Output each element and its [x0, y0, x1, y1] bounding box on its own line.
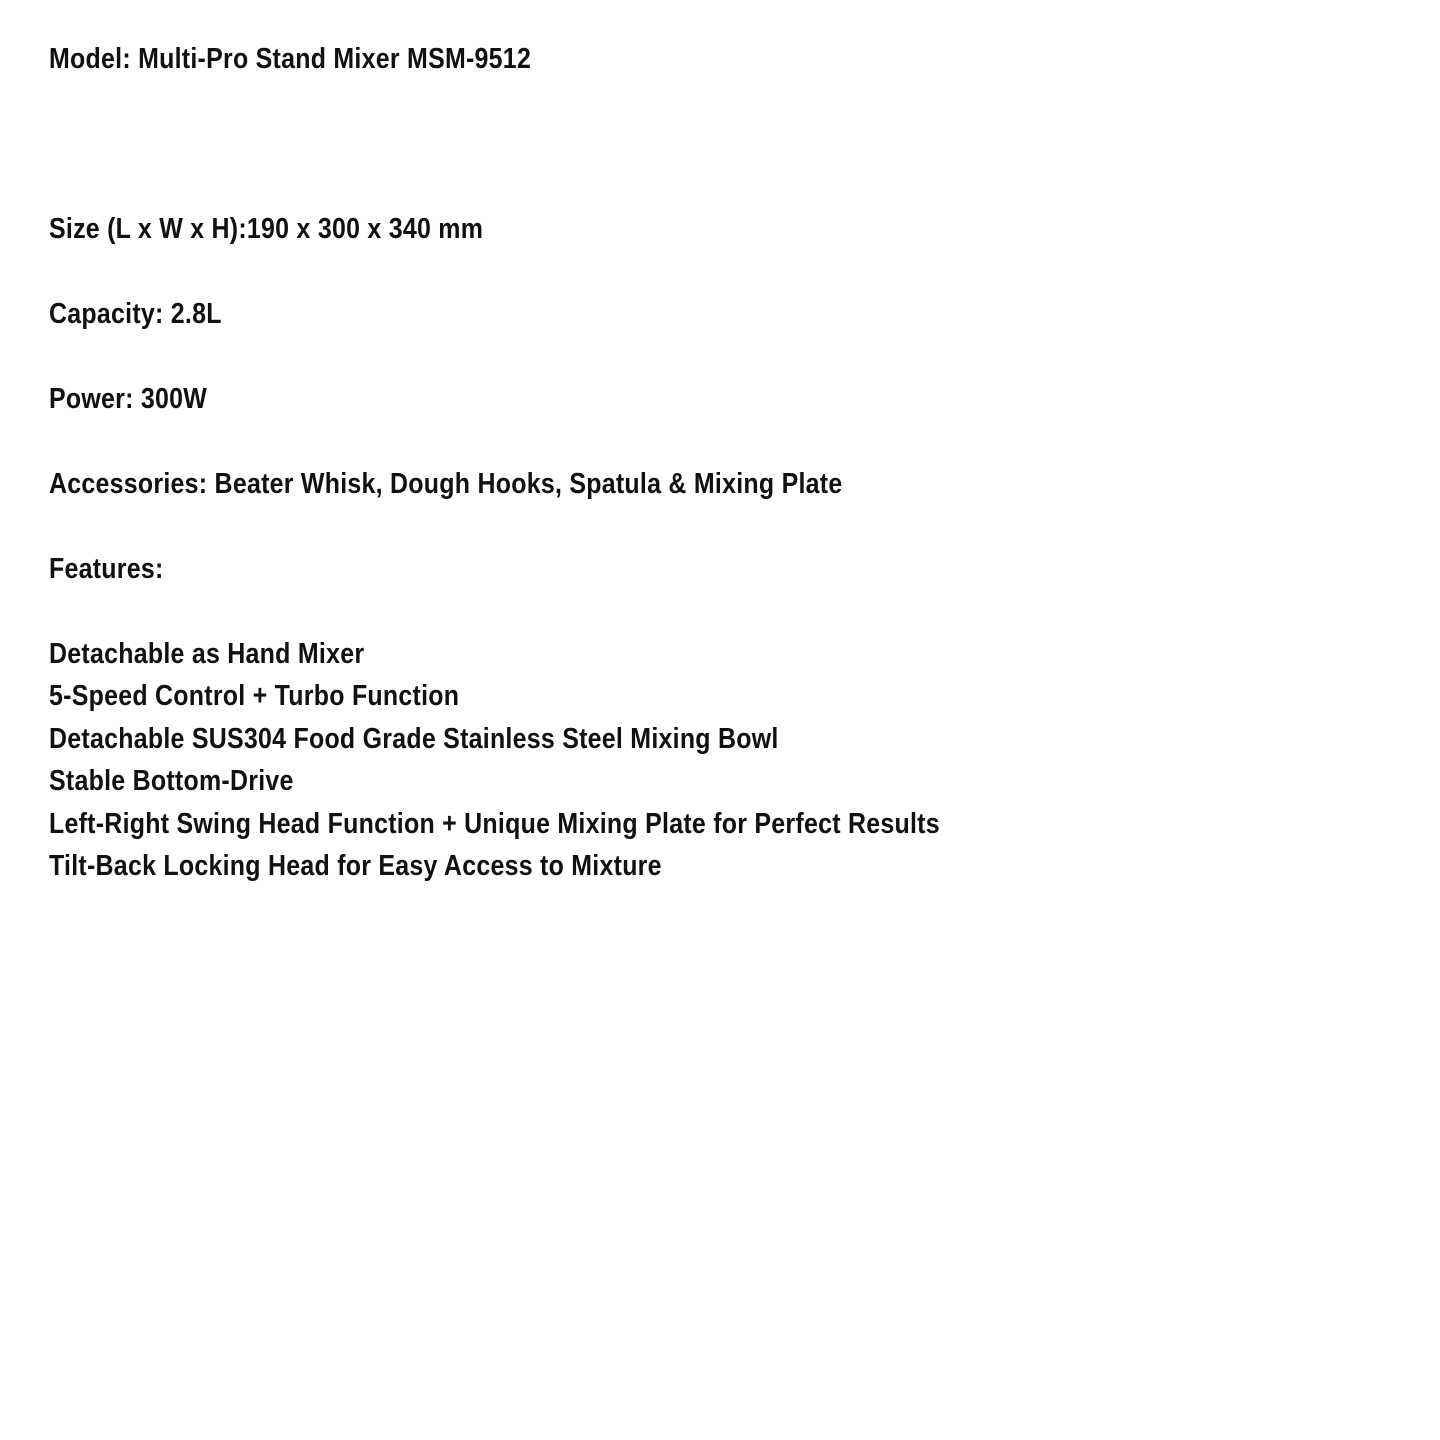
feature-item: Stable Bottom-Drive — [49, 765, 294, 797]
capacity-line: Capacity: 2.8L — [49, 297, 222, 330]
features-list — [49, 633, 1389, 888]
size-line: Size (L x W x H):190 x 300 x 340 mm — [49, 212, 484, 245]
accessories-line: Accessories: Beater Whisk, Dough Hooks, Spatula & Mixing Plate — [49, 467, 843, 500]
feature-item: Detachable as Hand Mixer — [49, 637, 365, 670]
feature-item: Detachable SUS304 Food Grade Stainless Steel Mixing Bowl — [49, 722, 779, 755]
spec-sheet — [49, 38, 1389, 888]
power-line: Power: 300W — [49, 382, 208, 415]
feature-item: 5-Speed Control + Turbo Function — [49, 680, 460, 712]
model-line: Model: Multi-Pro Stand Mixer MSM-9512 — [49, 43, 532, 75]
feature-item: Tilt-Back Locking Head for Easy Access to Mixture — [49, 850, 662, 882]
features-heading: Features: — [49, 552, 164, 585]
feature-item: Left-Right Swing Head Function + Unique Mixing Plate for Perfect Results — [49, 807, 940, 840]
